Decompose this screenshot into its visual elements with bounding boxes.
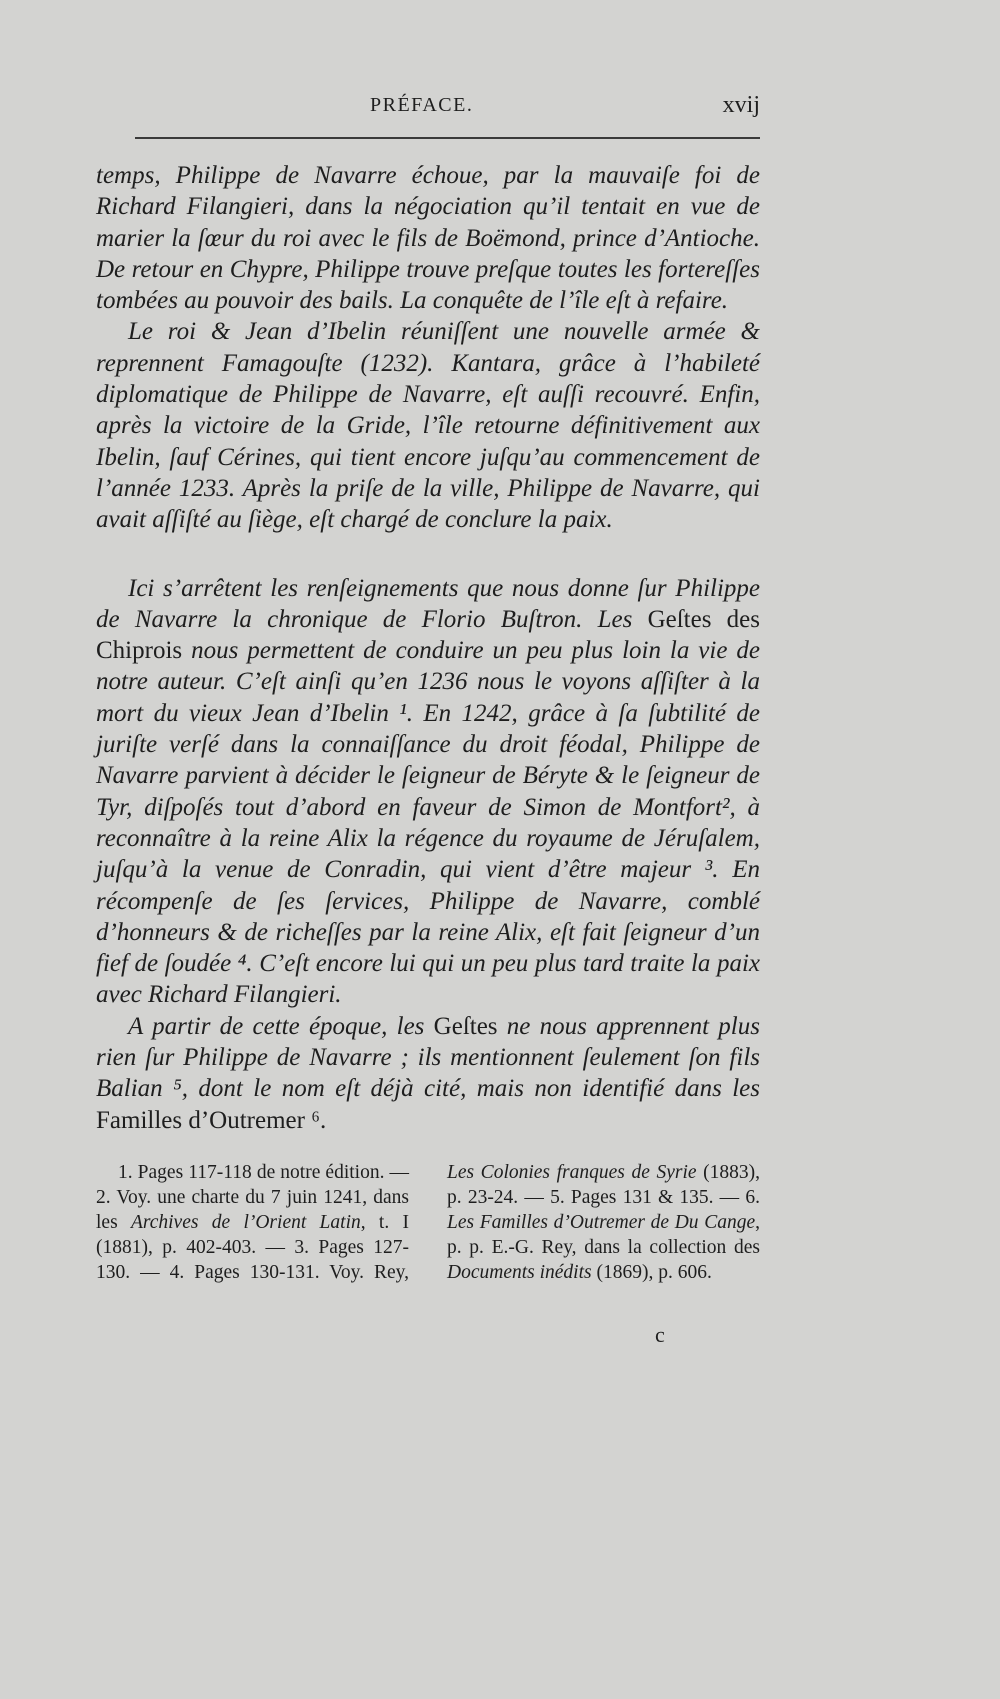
paragraph [96,1011,760,1136]
running-head [98,92,760,128]
text-run: (1869), p. 606. [591,1262,712,1283]
footnotes [96,1160,760,1285]
cited-title: Documents inédits [447,1262,592,1283]
cited-title: Archives de l’Orient Latin [130,1212,361,1233]
page-number: xvij [722,92,760,118]
signature-mark: c [655,1322,665,1347]
text-run: ne nous apprennent plus rien ſur Philippe de Navarre ; ils mentionnent ſeulement ſon fils Balian ⁵, dont le nom eſt déjà cité, mais non identifié dans les [96,1012,760,1103]
paragraph [96,573,760,1011]
text-run: 1. Pages 117-118 de notre édition. — 2. Voy. une charte du 7 juin 1241, dans les [96,1162,409,1233]
work-title: Geſtes des Chiprois [96,605,760,665]
paragraph: temps, Philippe de Navarre échoue, par la mauvaiſe foi de Richard Filangieri, dans la négociation qu’il tentait en vue de marier la ſœur du roi avec le fils de Boëmond, prince d’Antioche. De retour en Chypre, Philippe trouve preſque toutes les fortereſſes tombées au pouvoir des bails. La conquête de l’île eſt à refaire. [96,162,760,315]
main-text [96,160,760,1136]
text-run: , t. I (1881), p. 402-403. — 3. Pages 127-130. — 4. Pages 130-131. Voy. Rey, [96,1212,409,1283]
cited-title: Les Colonies franques de Syrie [447,1162,697,1183]
footnote-text [96,1160,760,1285]
text-run: A partir de cette époque, les [128,1012,434,1040]
work-title: Familles d’Outremer ⁶. [96,1106,327,1134]
running-title: PRÉFACE. [370,94,474,116]
text-run: nous permettent de conduire un peu plus loin la vie de notre auteur. C’eſt ainſi qu’en 1236 nous le voyons aſſiſter à la mort du vieux Jean d’Ibelin ¹. En 1242, grâce à ſa ſubtilité de juriſte verſé dans la connaiſſance du droit féodal, Philippe de Navarre parvient à décider le ſeigneur de Béryte & le ſeigneur de Tyr, diſpoſés tout d’abord en faveur de Simon de Montfort², à reconnaître à la reine Alix la régence du royaume de Jéruſalem, juſqu’à la venue de Conradin, qui vient d’être majeur ³. En récompenſe de ſes ſervices, Philippe de Navarre, comblé d’honneurs & de richeſſes par la reine Alix, eſt fait ſeigneur d’un fief de ſoudée ⁴. C’eſt encore lui qui un peu plus tard traite la paix avec Richard Filangieri. [96,637,760,1009]
text-run: Ici s’arrêtent les renſeignements que nous donne ſur Philippe de Navarre la chronique de Florio Buſtron. Les [96,574,760,633]
text-run: , p. p. E.-G. Rey, dans la collection des [447,1212,760,1258]
cited-title: Les Familles d’Outremer de Du Cange [447,1212,756,1233]
work-title: Geſtes [433,1012,498,1040]
header-rule [135,137,760,139]
paragraph: Le roi & Jean d’Ibelin réuniſſent une nouvelle armée & reprennent Famagouſte (1232). Kantara, grâce à l’habileté diplomatique de Philippe de Navarre, eſt auſſi recouvré. Enfin, après la victoire de la Gride, l’île retourne définitivement aux Ibelin, ſauf Cérines, qui tient encore juſqu’au commencement de l’année 1233. Après la priſe de la ville, Philippe de Navarre, qui avait aſſiſté au ſiège, eſt chargé de conclure la paix. [96,318,760,534]
text-run: (1883), p. 23-24. — 5. Pages 131 & 135. — 6. [447,1162,760,1208]
